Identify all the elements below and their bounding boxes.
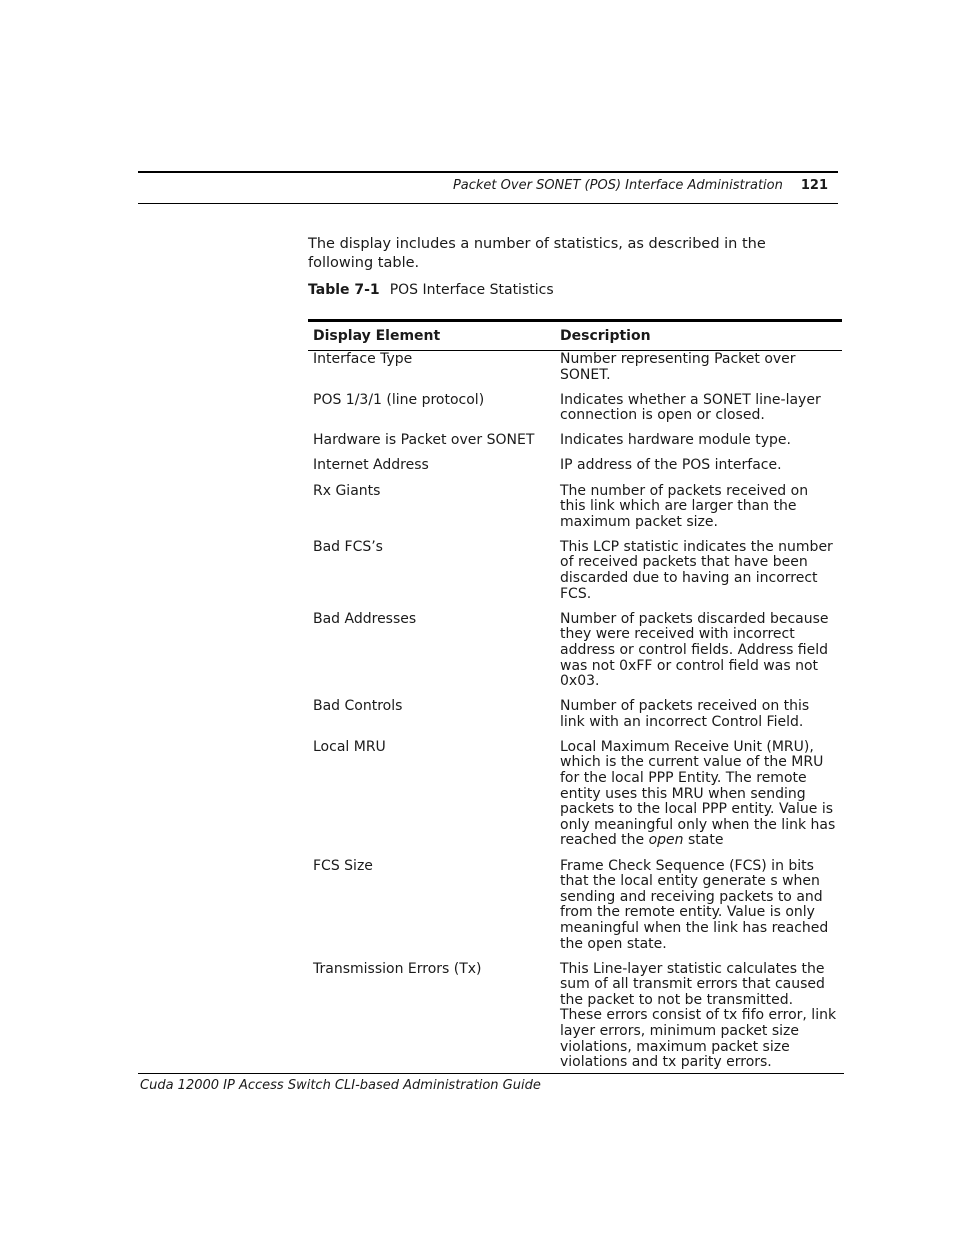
column-header-description: Description xyxy=(555,321,842,351)
cell-description: This LCP statistic indicates the number of received packets that have been discarded due to having an incorrect FCS. xyxy=(560,538,833,602)
table-body xyxy=(308,351,842,1081)
header-rule-top xyxy=(138,171,838,173)
table-row xyxy=(308,699,842,740)
cell-element: Transmission Errors (Tx) xyxy=(313,960,482,977)
cell-element: Internet Address xyxy=(313,457,429,474)
cell-description: Frame Check Sequence (FCS) in bits that the local entity generate s when sending and receiving packets to and from the remote entity. Value is only meaningful when the link has reached the open state. xyxy=(560,857,829,952)
cell-description: This Line-layer statistic calculates the sum of all transmit errors that caused the packet to not be transmitted. These errors consist of tx fifo error, link layer errors, minimum packet size violations, maximum packet size violations and tx parity errors. xyxy=(560,960,837,1071)
running-head xyxy=(453,178,828,193)
header-rule-bottom xyxy=(138,203,838,204)
footer-title: Cuda 12000 IP Access Switch CLI-based Administration Guide xyxy=(140,1078,541,1093)
cell-description: Number of packets discarded because they were received with incorrect address or control fields. Address field was not 0xFF or control field was not 0x03. xyxy=(560,610,829,690)
cell-element: Hardware is Packet over SONET xyxy=(313,432,535,449)
cell-description: Number of packets received on this link with an incorrect Control Field. xyxy=(560,698,810,730)
table-row xyxy=(308,393,842,434)
table-caption-title: POS Interface Statistics xyxy=(389,282,554,298)
intro-paragraph: The display includes a number of statistics, as described in the following table. xyxy=(308,236,766,271)
cell-description: Indicates hardware module type. xyxy=(560,432,791,449)
running-title: Packet Over SONET (POS) Interface Administration xyxy=(452,178,783,193)
cell-element: Interface Type xyxy=(313,351,413,367)
table-caption xyxy=(308,282,554,298)
cell-element: Local MRU xyxy=(313,738,386,755)
table-header-row xyxy=(308,321,842,351)
description-text-end: state xyxy=(683,832,724,849)
table-row xyxy=(308,612,842,699)
cell-description: Indicates whether a SONET line-layer connection is open or closed. xyxy=(560,391,821,424)
cell-element: FCS Size xyxy=(313,857,373,874)
footer-rule xyxy=(138,1073,844,1074)
table-caption-number: Table 7-1 xyxy=(308,282,380,298)
description-text: Local Maximum Receive Unit (MRU), which is the current value of the MRU for the local PPP Entity. The remote entity uses this MRU when sending packets to the local PPP entity. Value is only meaningful only when the link has reached the xyxy=(560,738,836,849)
cell-element: POS 1/3/1 (line protocol) xyxy=(313,391,485,408)
page-number: 121 xyxy=(800,178,828,193)
table-row xyxy=(308,540,842,612)
table-row xyxy=(308,458,842,483)
cell-description: The number of packets received on this link which are larger than the maximum packet size. xyxy=(560,482,809,530)
table-row xyxy=(308,962,842,1081)
cell-description xyxy=(555,740,842,859)
cell-element: Rx Giants xyxy=(313,482,381,499)
description-italic: open xyxy=(648,832,684,849)
table-row xyxy=(308,433,842,458)
statistics-table xyxy=(308,319,842,1080)
table-row xyxy=(308,859,842,962)
cell-element: Bad Controls xyxy=(313,698,403,715)
cell-element: Bad Addresses xyxy=(313,610,417,627)
table-row xyxy=(308,484,842,540)
cell-description: Number representing Packet over SONET. xyxy=(560,351,796,383)
table-row xyxy=(308,740,842,859)
cell-element: Bad FCS’s xyxy=(313,538,383,555)
table-row xyxy=(308,351,842,393)
cell-description: IP address of the POS interface. xyxy=(560,457,782,474)
column-header-element: Display Element xyxy=(308,321,555,351)
